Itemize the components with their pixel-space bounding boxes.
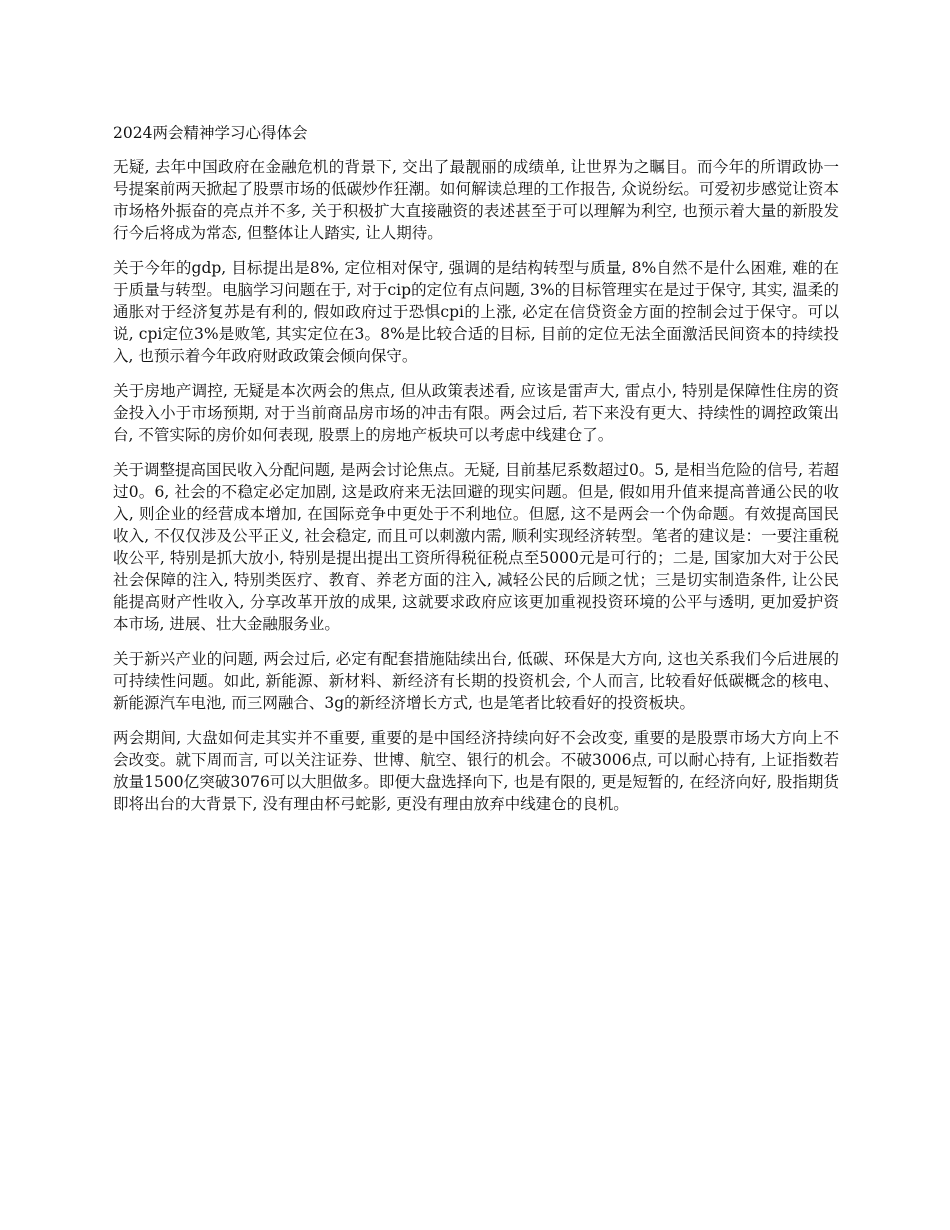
paragraph-3: 关于房地产调控, 无疑是本次两会的焦点, 但从政策表述看, 应该是雷声大, 雷点小, 特别是保障性住房的资金投入小于市场预期, 对于当前商品房市场的冲击有限。两会过后, 若下来没有更大、持续性的调控政策出台, 不管实际的房价如何表现, 股票上的房地产板块可以考虑中线建仓了。: [113, 382, 839, 444]
document-title: 2024两会精神学习心得体会: [113, 124, 308, 142]
document-page: [113, 122, 839, 828]
paragraph-5: 关于新兴产业的问题, 两会过后, 必定有配套措施陆续出台, 低碳、环保是大方向, 这也关系我们今后进展的可持续性问题。如此, 新能源、新材料、新经济有长期的投资机会, 个人而言, 比较看好低碳概念的核电、新能源汽车电池, 而三网融合、3g的新经济增长方式, 也是笔者比较看好的投资板块。: [113, 650, 839, 712]
paragraph-6: 两会期间, 大盘如何走其实并不重要, 重要的是中国经济持续向好不会改变, 重要的是股票市场大方向上不会改变。就下周而言, 可以关注证券、世博、航空、银行的机会。不破3006点, 可以耐心持有, 上证指数若放量1500亿突破3076可以大胆做多。即便大盘选择向下, 也是有限的, 更是短暂的, 在经济向好, 股指期货即将出台的大背景下, 没有理由杯弓蛇影, 更没有理由放弃中线建仓的良机。: [113, 729, 839, 813]
paragraph-2: 关于今年的gdp, 目标提出是8%, 定位相对保守, 强调的是结构转型与质量, 8%自然不是什么困难, 难的在于质量与转型。电脑学习问题在于, 对于cip的定位有点问题, 3%的目标管理实在是过于保守, 其实, 温柔的通胀对于经济复苏是有利的, 假如政府过于恐惧cpi的上涨, 必定在信贷资金方面的控制会过于保守。可以说, cpi定位3%是败笔, 其实定位在3。8%是比较合适的目标, 目前的定位无法全面激活民间资本的持续投入, 也预示着今年政府财政政策会倾向保守。: [113, 259, 839, 365]
paragraph-1: 无疑, 去年中国政府在金融危机的背景下, 交出了最靓丽的成绩单, 让世界为之瞩目。而今年的所谓政协一号提案前两天掀起了股票市场的低碳炒作狂潮。如何解读总理的工作报告, 众说纷纭。可爱初步感觉让资本市场格外振奋的亮点并不多, 关于积极扩大直接融资的表述甚至于可以理解为利空, 也预示着大量的新股发行今后将成为常态, 但整体让人踏实, 让人期待。: [113, 158, 839, 242]
paragraph-4: 关于调整提高国民收入分配问题, 是两会讨论焦点。无疑, 目前基尼系数超过0。5, 是相当危险的信号, 若超过0。6, 社会的不稳定必定加剧, 这是政府来无法回避的现实问题。但是, 假如用升值来提高普通公民的收入, 则企业的经营成本增加, 在国际竞争中更处于不利地位。但愿, 这不是两会一个伪命题。有效提高国民收入, 不仅仅涉及公平正义, 社会稳定, 而且可以刺激内需, 顺利实现经济转型。笔者的建议是：一要注重税收公平, 特别是抓大放小, 特别是提出提出工资所得税征税点至5000元是可行的；二是, 国家加大对于公民社会保障的注入, 特别类医疗、教育、养老方面的注入, 减轻公民的后顾之忧；三是切实制造条件, 让公民能提高财产性收入, 分享改革开放的成果, 这就要求政府应该更加重视投资环境的公平与透明, 更加爱护资本市场, 进展、壮大金融服务业。: [113, 461, 839, 633]
